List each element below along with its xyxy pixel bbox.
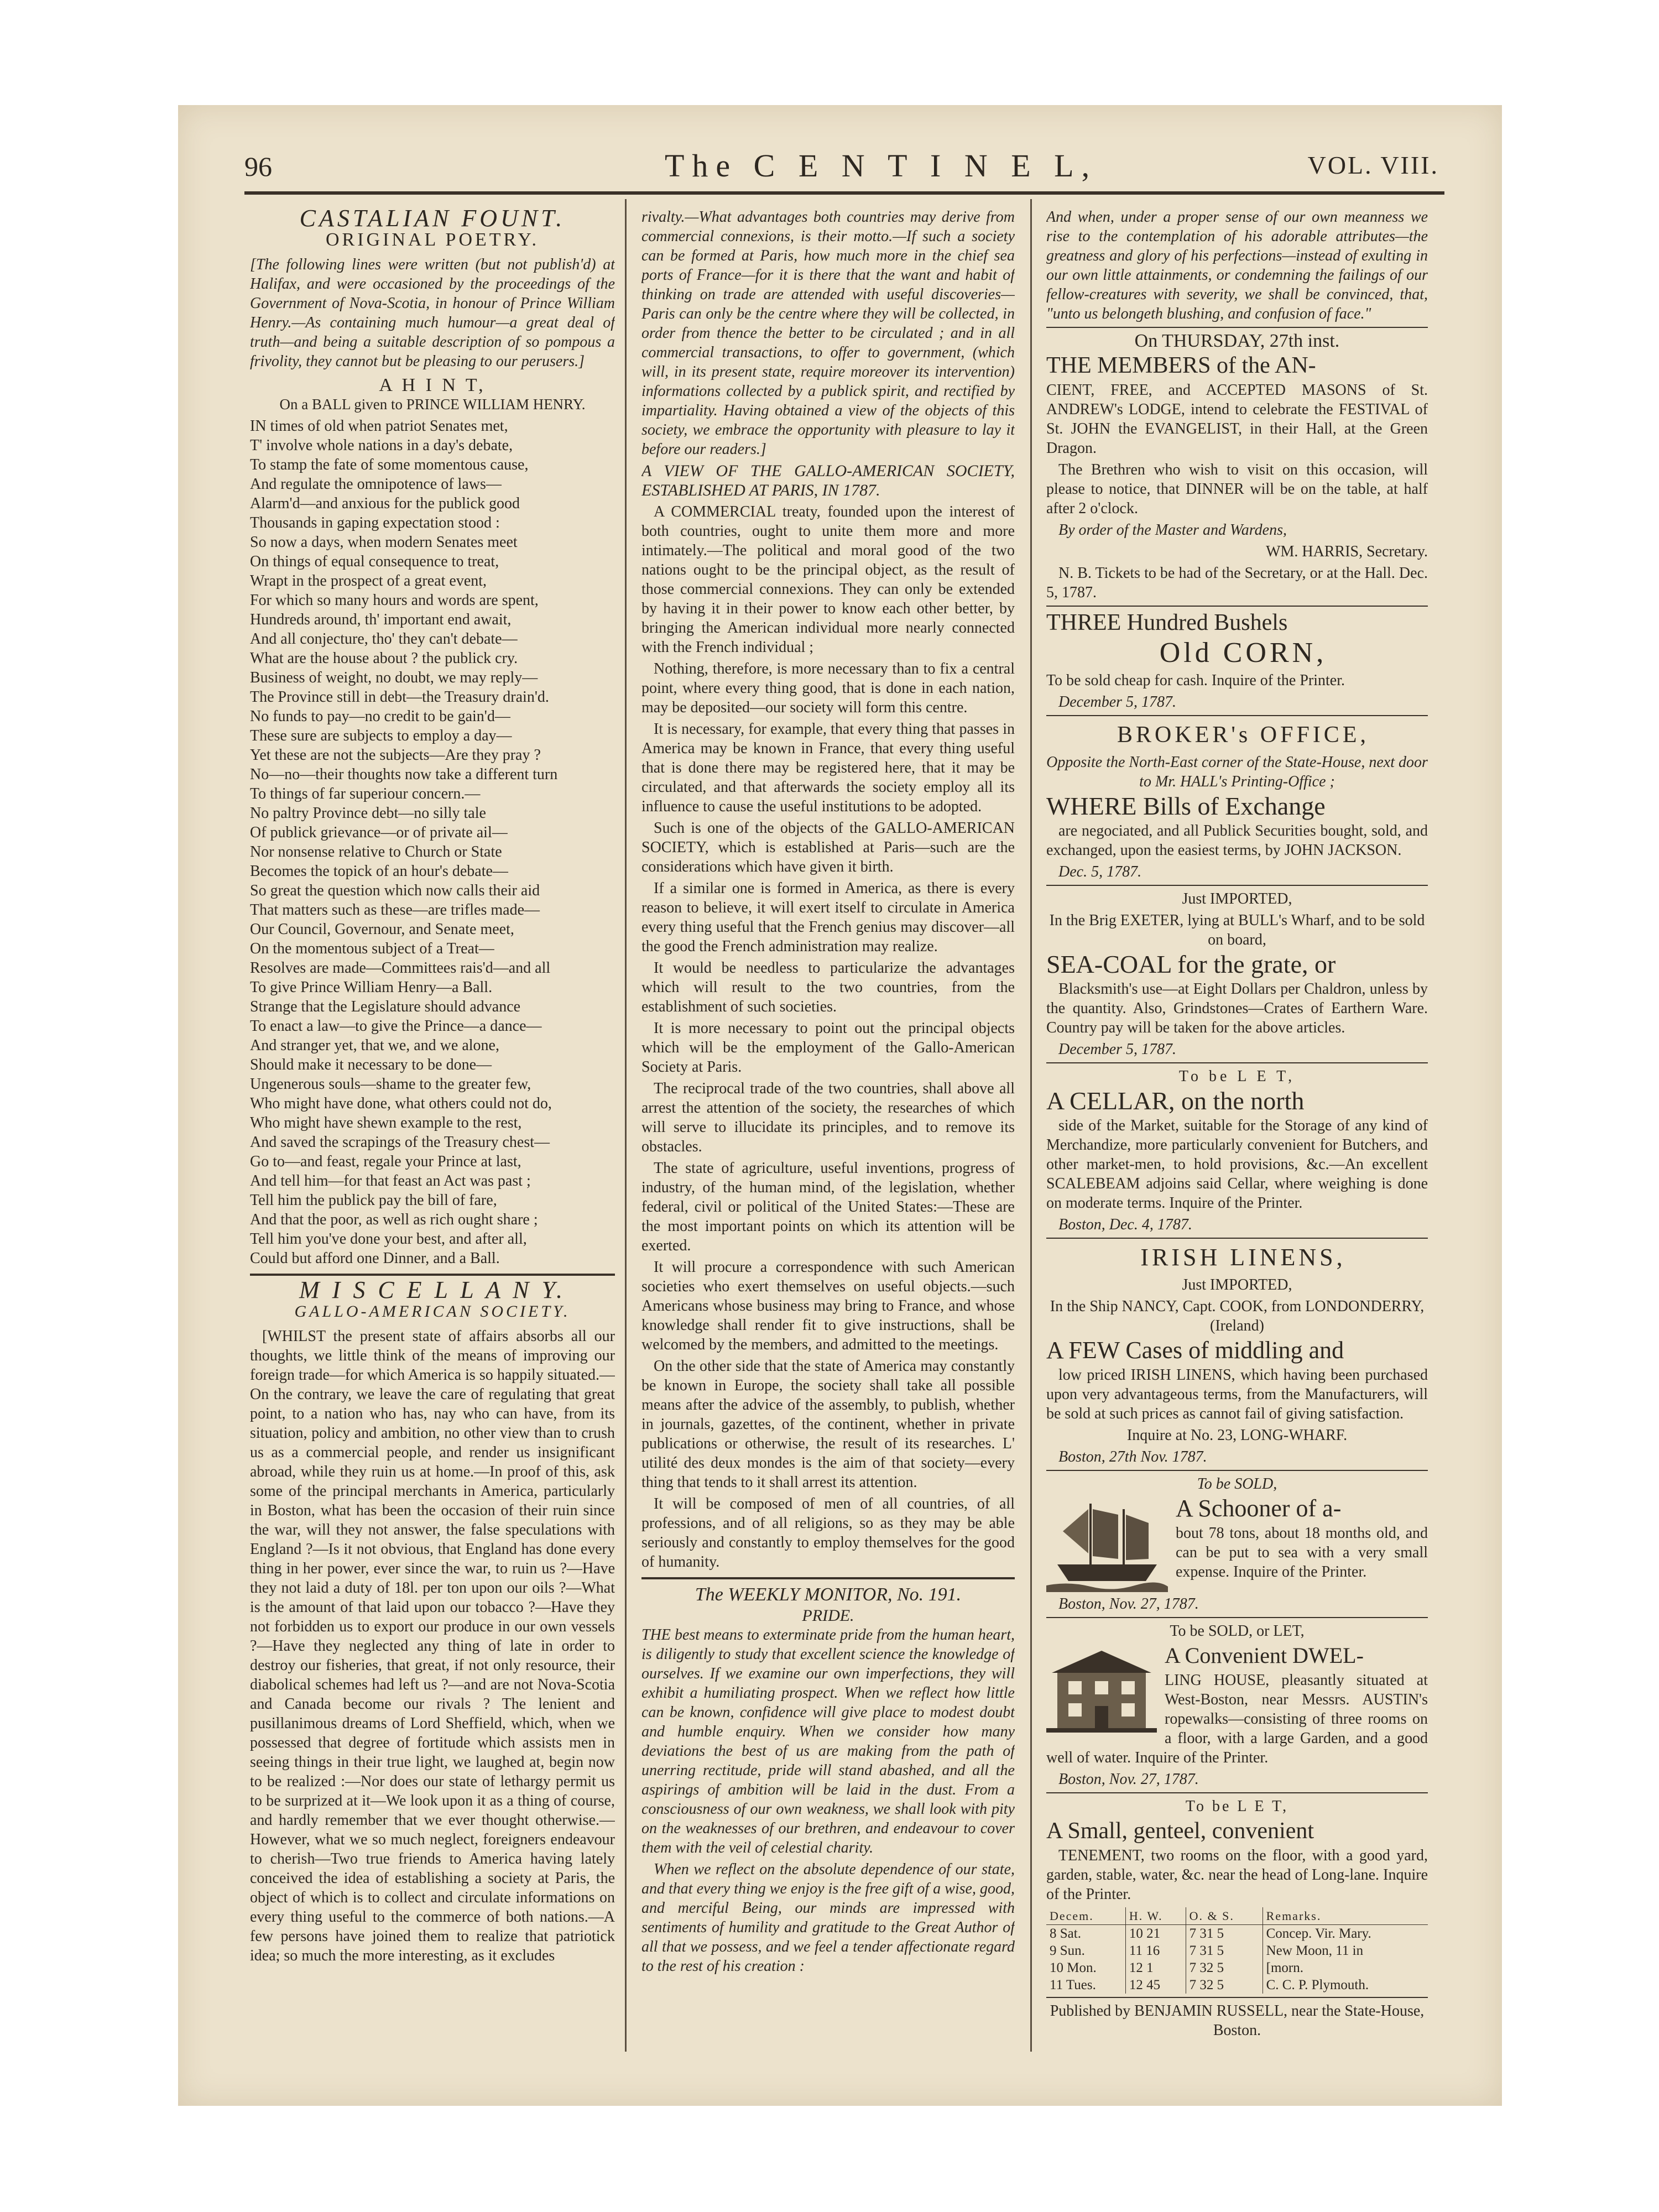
poem-line: Strange that the Legislature should advance <box>250 998 521 1015</box>
almanac-header-row <box>1046 1907 1428 1925</box>
poem-line: Our Council, Governour, and Senate meet, <box>250 921 514 938</box>
poem-line: So now a days, when modern Senates meet <box>250 534 518 551</box>
broker-ad-head: BROKER's OFFICE, <box>1117 722 1369 748</box>
newspaper-page <box>178 105 1502 2106</box>
house-woodcut-icon <box>1046 1645 1157 1734</box>
almanac-table <box>1046 1907 1428 1994</box>
poem-line: And that the poor, as well as rich ought share ; <box>250 1211 538 1228</box>
poem-line: Who might have done, what others could not do, <box>250 1095 552 1112</box>
almanac-cell: 12 45 <box>1125 1976 1186 1994</box>
poem-line: Resolves are made—Committees rais'd—and all <box>250 959 551 977</box>
tenement-ad-big: A Small, genteel, convenient <box>1046 1818 1314 1844</box>
masons-ad-name: WM. HARRIS, Secretary. <box>1266 543 1428 560</box>
poem-line: No paltry Province debt—no silly tale <box>250 805 486 822</box>
ship-woodcut-icon <box>1046 1498 1168 1592</box>
almanac-header-cell: O. & S. <box>1186 1907 1262 1925</box>
view-paragraph: Such is one of the objects of the GALLO-AMERICAN SOCIETY, which is established at Paris—such are the considerations which have given it birth. <box>641 820 1015 875</box>
almanac-row <box>1046 1976 1428 1994</box>
view-paragraph: It is more necessary to point out the principal objects which will be the employment of the Gallo-American Society at Paris. <box>641 1020 1015 1076</box>
ad-rule <box>1046 885 1428 886</box>
pride-heading: PRIDE. <box>802 1606 854 1625</box>
view-title: A VIEW OF THE GALLO-AMERICAN SOCIETY, ESTABLISHED AT PARIS, IN 1787. <box>641 462 1015 499</box>
linens-ad-imported: Just IMPORTED, <box>1182 1276 1292 1293</box>
poem-line: Tell him you've done your best, and after all, <box>250 1230 527 1248</box>
corn-ad-head: THREE Hundred Bushels <box>1046 610 1288 635</box>
almanac-cell: New Moon, 11 in <box>1262 1942 1428 1959</box>
poem-line: Who might have shewn example to the rest, <box>250 1114 522 1131</box>
poem-line: That matters such as these—are trifles made— <box>250 901 540 919</box>
poem-line: For which so many hours and words are spent, <box>250 592 539 609</box>
page-number: 96 <box>244 151 272 182</box>
schooner-ad-text: bout 78 tons, about 18 months old, and can be put to sea with a very small expense. Inquire of the Printer. <box>1176 1525 1428 1580</box>
ad-rule <box>1046 1062 1428 1063</box>
masthead-rule <box>244 191 1444 195</box>
poem-line: Could but afford one Dinner, and a Ball. <box>250 1250 500 1267</box>
society-intro-continued: rivalty.—What advantages both countries may derive from commercial connexions, is their motto.—If such a society can be formed at Paris, how much more in the chief sea ports of France—for it is there that the want and habit of thinking on trade are attended with useful discoveries—Paris can only be the centre where they will be collected, in order from thence the better to be circulated ; and in all commercial transactions, to offer to government, (which will, in its present state, require moreover its intervention) informations collected by a publick spirit, and rectified by impartiality. Having obtained a view of the objects of this society, we embrace the opportunity with pleasure to lay it before our readers.] <box>641 208 1015 458</box>
almanac-cell: 7 32 5 <box>1186 1959 1262 1976</box>
almanac-cell: C. C. P. Plymouth. <box>1262 1976 1428 1994</box>
masthead <box>244 145 1439 189</box>
view-paragraph: It is necessary, for example, that every thing that passes in America may be known in France, that every thing useful that is done there may be registered here, that it may be circulated, and that afterwards the society employ all its influence to cause the useful institutions to be adopted. <box>641 721 1015 815</box>
almanac-cell: 7 32 5 <box>1186 1976 1262 1994</box>
almanac-header-cell: H. W. <box>1125 1907 1186 1925</box>
masons-ad-text-2: The Brethren who wish to visit on this occasion, will please to notice, that DINNER will be on the table, at half after 2 o'clock. <box>1046 461 1428 517</box>
seacoal-ad-big: SEA-COAL for the grate, or <box>1046 950 1336 978</box>
weekly-monitor-title: The WEEKLY MONITOR, No. 191. <box>695 1584 962 1605</box>
poem-line: Business of weight, no doubt, we may reply— <box>250 669 538 686</box>
masons-ad-nb: N. B. Tickets to be had of the Secretary, or at the Hall. Dec. 5, 1787. <box>1046 565 1428 601</box>
ad-rule <box>1046 1238 1428 1239</box>
tenement-ad-text: TENEMENT, two rooms on the floor, with a good yard, garden, stable, water, &c. near the head of Long-lane. Inquire of the Printer. <box>1046 1847 1428 1903</box>
schooner-ad-head: To be SOLD, <box>1197 1475 1277 1493</box>
column-1 <box>250 207 615 2065</box>
poem-line: And stranger yet, that we, and we alone, <box>250 1037 499 1054</box>
original-poetry-heading: ORIGINAL POETRY. <box>325 229 540 250</box>
view-paragraph: The reciprocal trade of the two countries, shall above all arrest the attention of the society, the researches of which will serve to illucidate its principles, and to remove its obstacles. <box>641 1080 1015 1155</box>
masons-ad-signature: By order of the Master and Wardens, <box>1058 521 1287 539</box>
ad-rule <box>1046 606 1428 607</box>
cellar-ad-text: side of the Market, suitable for the Storage of any kind of Merchandize, more particularly convenient for Butchers, and other market-men, to hold provisions, &c.—An excellent SCALEBEAM adjoins said Cellar, where weighing is done on moderate terms. Inquire of the Printer. <box>1046 1117 1428 1212</box>
column-rule-1 <box>625 199 627 2052</box>
poem-line: No funds to pay—no credit to be gain'd— <box>250 708 510 725</box>
seacoal-ad-text: Blacksmith's use—at Eight Dollars per Chaldron, unless by the quantity. Also, Grindstones—Crates of Earthern Ware. Country pay will be taken for the above articles. <box>1046 980 1428 1036</box>
ad-rule <box>1046 1792 1428 1793</box>
poem-line: And regulate the omnipotence of laws— <box>250 476 502 493</box>
poem-line: Hundreds around, th' important end await, <box>250 611 512 628</box>
poem-line: To enact a law—to give the Prince—a dance— <box>250 1018 542 1035</box>
masons-ad-text: CIENT, FREE, and ACCEPTED MASONS of St. ANDREW's LODGE, intend to celebrate the FESTIVAL of St. JOHN the EVANGELIST, in their Hall, at the Green Dragon. <box>1046 382 1428 457</box>
poem-line: Should make it necessary to be done— <box>250 1056 492 1073</box>
poem-body <box>250 416 615 1268</box>
poem-line: To give Prince William Henry—a Ball. <box>250 979 493 996</box>
almanac-cell: [morn. <box>1262 1959 1428 1976</box>
poem-line: On things of equal consequence to treat, <box>250 553 499 570</box>
cellar-ad-big: A CELLAR, on the north <box>1046 1087 1305 1115</box>
broker-ad-location: Opposite the North-East corner of the State-House, next door to Mr. HALL's Printing-Office ; <box>1046 754 1428 790</box>
view-paragraph: A COMMERCIAL treaty, founded upon the interest of both countries, ought to unite them more and more intimately.—The political and moral good of the two nations ought to be the principal object, as the result of those commercial connexions. They can only be extended by having it in their power to know each other better, by bringing the American individual more nearly connected with the French individual ; <box>641 503 1015 656</box>
poem-line: Nor nonsense relative to Church or State <box>250 843 502 860</box>
poem-line: IN times of old when patriot Senates met, <box>250 418 508 435</box>
almanac-cell: 10 Mon. <box>1050 1960 1097 1975</box>
almanac-cell: 12 1 <box>1125 1959 1186 1976</box>
poem-line: Tell him the publick pay the bill of fare, <box>250 1192 497 1209</box>
poem-line: On the momentous subject of a Treat— <box>250 940 494 957</box>
linens-ad-inquire: Inquire at No. 23, LONG-WHARF. <box>1126 1427 1348 1444</box>
poem-line: No—no—their thoughts now take a different turn <box>250 766 558 783</box>
ad-rule <box>1046 327 1428 328</box>
schooner-ad <box>1046 1496 1428 1594</box>
column-2 <box>641 207 1015 2065</box>
house-ad-date: Boston, Nov. 27, 1787. <box>1058 1771 1199 1788</box>
view-paragraph: It will procure a correspondence with such American societies who exert themselves on useful objects.—such Americans whose business may bring to France, and whose knowledge shall render fit to give instructions, shall be welcomed by the members, and admitted to the meetings. <box>641 1259 1015 1353</box>
ad-rule <box>1046 1617 1428 1618</box>
view-paragraph: It will be composed of men of all countries, of all professions, and of all religions, so as they may be able seriously and constantly to employ themselves for the good of humanity. <box>641 1495 1015 1571</box>
poem-line: To stamp the fate of some momentous cause, <box>250 456 529 473</box>
cellar-ad-date: Boston, Dec. 4, 1787. <box>1058 1216 1192 1233</box>
column-rule-2 <box>1030 199 1032 2052</box>
almanac-cell: 10 21 <box>1125 1925 1186 1943</box>
column-3 <box>1046 207 1428 2065</box>
linens-ad-date: Boston, 27th Nov. 1787. <box>1058 1448 1207 1465</box>
view-paragraphs <box>641 502 1015 1572</box>
broker-ad-date: Dec. 5, 1787. <box>1058 863 1142 880</box>
almanac-cell: 11 16 <box>1125 1942 1186 1959</box>
poem-line: T' involve whole nations in a day's debate, <box>250 437 513 454</box>
corn-ad-date: December 5, 1787. <box>1058 693 1177 711</box>
linens-ad-head: IRISH LINENS, <box>1140 1244 1346 1271</box>
linens-ad-location: In the Ship NANCY, Capt. COOK, from LONDONDERRY, (Ireland) <box>1050 1298 1425 1334</box>
monitor-paragraph-3: And when, under a proper sense of our own meanness we rise to the contemplation of his adorable attributes—the greatness and glory of his perfections—instead of exulting in our own little attainments, or condemning the failings of our fellow-creatures with severity, we shall be convinced, that, "unto us belongeth blushing, and confusion of face." <box>1046 208 1428 322</box>
poem-title: A H I N T, <box>379 375 486 395</box>
view-paragraph: On the other side that the state of America may constantly be known in Europe, the society shall take all possible means after the advice of the assembly, to publish, whether in journals, gazettes, of the continent, whether in private publications or otherwise, the result of its researches. L' utilité des deux mondes is the aim of that society—every thing that tends to it shall arrest its attention. <box>641 1358 1015 1491</box>
miscellany-text: [WHILST the present state of affairs absorbs all our thoughts, we little think of the means of improving our foreign trade—for which America is so happily situated.—On the contrary, we leave the care of regulating that great point, to a nation who has, nay who can have, from its situation, policy and ambition, no other view than to crush us as a commercial people, and render us insignificant abroad, while they ruin us at home.—In proof of this, ask some of the principal merchants in America, particularly in Boston, what has been the occasion of their ruin since the war, will they not answer, the false speculations with England ?—Is it not obvious, that England has done every thing in her power, ever since the war, to ruin us ?—Have they not laid a duty of 18l. per ton upon our oils ?—What is the amount of that laid upon our tobacco ?—Have they not forbidden us to export our produce in our own vessels ?—Have they neglected any thing of late in order to destroy our fisheries, that great, if not only resource, their diabolical schemes had left us ?—and are not Nova-Scotia and Canada become our rivals ? The lenient and pusillanimous dreams of Lord Sheffield, which, when we possessed that degree of fortitude which assists men in seeing things in their true light, we laughed at, begin now to be realized :—Nor does our state of lethargy permit us to be surprized at it—We look upon it as a thing of course, and hardly remember that we ever thought otherwise.—However, what we so much neglect, foreigners endeavour to cherish—Two true friends to America having lately conceived the idea of establishing a society at Paris, the object of which is to collect and circulate informations on every thing useful to the commerce of both nations.—A few persons have joined them to realize that patriotick idea; so much the more interesting, as it excludes <box>250 1328 615 1964</box>
poem-line: Thousands in gaping expectation stood : <box>250 514 500 531</box>
almanac-row <box>1046 1959 1428 1976</box>
almanac-header-cell: Decem. <box>1046 1907 1125 1925</box>
poem-intro: [The following lines were written (but not publish'd) at Halifax, and were occasioned by the proceedings of the Government of Nova-Scotia, in honour of Prince William Henry.—As containing much humour—a great deal of truth—and being a suitable description of so pompous a frivolity, they cannot but be pleasing to our perusers.] <box>250 256 615 370</box>
newspaper-title: The C E N T I N E L, <box>665 148 1098 184</box>
poem-subtitle: On a BALL given to PRINCE WILLIAM HENRY. <box>279 396 586 413</box>
corn-ad-big: Old CORN, <box>1159 637 1327 669</box>
ad-rule <box>1046 1470 1428 1471</box>
almanac-row <box>1046 1925 1428 1943</box>
view-paragraph: Nothing, therefore, is more necessary than to fix a central point, where every thing good, that is done in each nation, may be deposited—our society will form this centre. <box>641 660 1015 716</box>
house-ad-head: To be SOLD, or LET, <box>1170 1623 1305 1640</box>
almanac-cell: 9 Sun. <box>1050 1943 1085 1958</box>
poem-line: Go to—and feast, regale your Prince at last, <box>250 1153 521 1170</box>
house-ad-big: A Convenient DWEL- <box>1165 1643 1364 1668</box>
poem-line: Becomes the topick of an hour's debate— <box>250 863 508 880</box>
almanac-header-cell: Remarks. <box>1262 1907 1428 1925</box>
poem-line: Wrapt in the prospect of a great event, <box>250 572 487 589</box>
seacoal-ad-location: In the Brig EXETER, lying at BULL's Wharf, and to be sold on board, <box>1049 912 1425 948</box>
monitor-paragraph-1: THE best means to exterminate pride from the human heart, is diligently to study that excellent science the knowledge of ourselves. If we examine our own imperfections, they will exhibit a humiliating prospect. When we reflect how little can be known, confidence will give place to modest doubt and humble enquiry. When we consider how many deviations the best of us are making from the path of unerring rectitude, pride will stand abashed, and all the aspirings of ambition will be laid in the dust. From a consciousness of our own weakness, we shall look with pity on the weaknesses of our brethren, and endeavour to cover them with the veil of celestial charity. <box>641 1626 1015 1856</box>
masons-ad-head: THE MEMBERS of the AN- <box>1046 353 1316 378</box>
monitor-rule <box>641 1577 1015 1579</box>
linens-ad-text: low priced IRISH LINENS, which having been purchased upon very advantageous terms, from the Manufacturers, will be sold at such prices as cannot fail of giving satisfaction. <box>1046 1366 1428 1422</box>
almanac-cell: 7 31 5 <box>1186 1942 1262 1959</box>
poem-line: Alarm'd—and anxious for the publick good <box>250 495 520 512</box>
section-rule <box>250 1274 615 1276</box>
seacoal-ad-date: December 5, 1787. <box>1058 1041 1177 1058</box>
poem-line: To things of far superiour concern.— <box>250 785 481 802</box>
broker-ad-text: are negociated, and all Publick Securities bought, sold, and exchanged, upon the easiest terms, by JOHN JACKSON. <box>1046 822 1428 859</box>
imprint-rule <box>1046 1997 1428 1998</box>
view-paragraph: The state of agriculture, useful inventions, progress of industry, of the human mind, of the legislation, whether federal, civil or political of the United States:—These are the most important points on which its attention will be exerted. <box>641 1160 1015 1254</box>
poem-line: Yet these are not the subjects—Are they pray ? <box>250 747 541 764</box>
poem-line: And tell him—for that feast an Act was past ; <box>250 1172 531 1190</box>
poem-line: Of publick grievance—or of private ail— <box>250 824 508 841</box>
almanac-cell: 8 Sat. <box>1050 1926 1081 1941</box>
poem-line: And saved the scrapings of the Treasury chest— <box>250 1134 550 1151</box>
ad-rule <box>1046 715 1428 716</box>
poem-line: The Province still in debt—the Treasury drain'd. <box>250 688 549 706</box>
corn-ad-text: To be sold cheap for cash. Inquire of the Printer. <box>1046 672 1345 689</box>
masons-ad-date: On THURSDAY, 27th inst. <box>1134 331 1340 351</box>
volume-number: VOL. VIII. <box>1307 151 1439 179</box>
poem-line: Ungenerous souls—shame to the greater few, <box>250 1076 531 1093</box>
view-paragraph: If a similar one is formed in America, as there is every reason to believe, it will exert itself to circulate in America every thing useful that the French genius may discover—all the good the French administration may realize. <box>641 880 1015 955</box>
tenement-ad-head: To be L E T, <box>1185 1798 1289 1815</box>
view-paragraph: It would be needless to particularize the advantages which will result to the two countries, from the establishment of such societies. <box>641 959 1015 1015</box>
almanac-row <box>1046 1942 1428 1959</box>
poem-line: These sure are subjects to employ a day— <box>250 727 512 744</box>
miscellany-heading: M I S C E L L A N Y. <box>299 1276 566 1303</box>
cellar-ad-head: To be L E T, <box>1178 1068 1296 1085</box>
house-ad-text: LING HOUSE, pleasantly situated at West-Boston, near Messrs. AUSTIN's ropewalks—consisting of three rooms on a floor, with a large Garden, and a good well of water. Inquire of the Printer. <box>1046 1672 1428 1766</box>
almanac-cell: Concep. Vir. Mary. <box>1262 1925 1428 1943</box>
schooner-ad-big: A Schooner of a- <box>1176 1496 1342 1522</box>
monitor-paragraph-2: When we reflect on the absolute dependence of our state, and that every thing we enjoy is the free gift of a wise, good, and merciful Being, our minds are impressed with sentiments of humility and gratitude to the Great Author of all that we possess, and we feel a tender affectionate regard to the rest of his creation : <box>641 1861 1015 1975</box>
schooner-ad-date: Boston, Nov. 27, 1787. <box>1058 1595 1199 1613</box>
linens-ad-big: A FEW Cases of middling and <box>1046 1337 1344 1364</box>
castalian-fount-heading: CASTALIAN FOUNT. <box>299 207 566 232</box>
almanac-cell: 7 31 5 <box>1186 1925 1262 1943</box>
poem-line: What are the house about ? the publick cry. <box>250 650 518 667</box>
broker-ad-big: WHERE Bills of Exchange <box>1046 792 1326 820</box>
house-ad <box>1046 1643 1428 1770</box>
poem-line: So great the question which now calls their aid <box>250 882 540 899</box>
poem-line: And all conjecture, tho' they can't debate— <box>250 630 518 648</box>
gallo-american-heading: GALLO-AMERICAN SOCIETY. <box>294 1302 571 1321</box>
seacoal-ad-head: Just IMPORTED, <box>1182 890 1292 907</box>
imprint: Published by BENJAMIN RUSSELL, near the State-House, Boston. <box>1050 2002 1425 2039</box>
almanac-cell: 11 Tues. <box>1050 1978 1096 1992</box>
